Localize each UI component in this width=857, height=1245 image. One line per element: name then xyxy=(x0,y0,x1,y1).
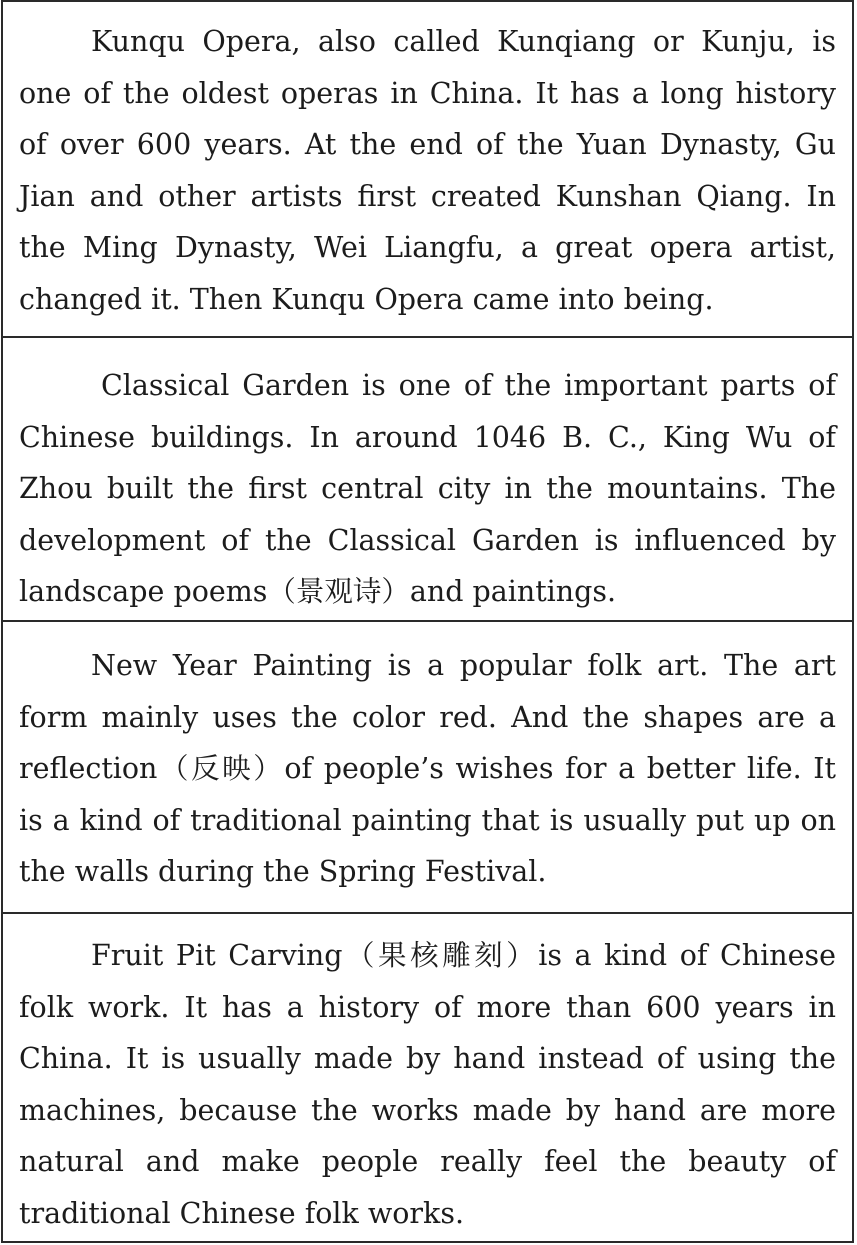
classical-garden-passage: Classical Garden is one of the important parts of Chinese buildings. In around 1046 B. C., King Wu of Zhou built the first central city in the mountains. The development of the Classical Garden is influenced by landscape poems（景观诗）and paintings. xyxy=(3,338,852,622)
new-year-painting-passage: New Year Painting is a popular folk art. The art form mainly uses the color red. And the shapes are a reflection（反映）of people’s wishes for a better life. It is a kind of traditional painting that is usually put up on the walls during the Spring Festival. xyxy=(3,622,852,914)
kunqu-opera-passage: Kunqu Opera, also called Kunqiang or Kunju, is one of the oldest operas in China. It has a long history of over 600 years. At the end of the Yuan Dynasty, Gu Jian and other artists first created Kunshan Qiang. In the Ming Dynasty, Wei Liangfu, a great opera artist, changed it. Then Kunqu Opera came into being. xyxy=(3,2,852,338)
fruit-pit-carving-passage: Fruit Pit Carving（果核雕刻）is a kind of Chinese folk work. It has a history of more than 600 years in China. It is usually made by hand instead of using the machines, because the works made by hand are more natural and make people really feel the beauty of traditional Chinese folk works. xyxy=(19,939,836,1230)
passage-table xyxy=(1,0,854,1243)
